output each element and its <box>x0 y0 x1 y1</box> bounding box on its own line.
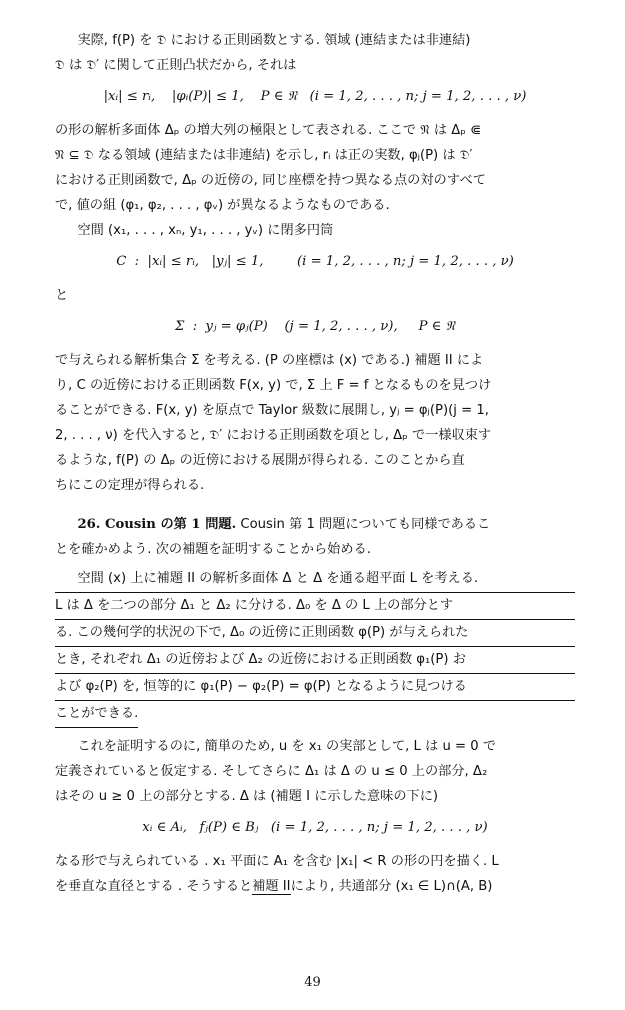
lemma-line: L は Δ を二つの部分 Δ₁ と Δ₂ に分ける. Δ₀ を Δ の L 上の部分とす <box>55 593 575 620</box>
lemma-statement <box>55 566 575 728</box>
text-line: 実際, f(P) を 𝔇 における正則函数とする. 領域 (連結または非連結) <box>77 33 471 48</box>
lemma-line: ことができる. <box>55 701 138 728</box>
text-line: 2, . . . , ν) を代入すると, 𝔇′ における正則函数を項とし, Δₚ で一様収束す <box>55 428 492 443</box>
section-26 <box>55 512 575 562</box>
text-line: で, 値の組 (φ₁, φ₂, . . . , φᵥ) が異なるようなものである. <box>55 198 390 213</box>
paragraph-5 <box>55 734 575 809</box>
text-line: 空間 (x₁, . . . , xₙ, y₁, . . . , yᵥ) に閉多円筒 <box>77 223 334 238</box>
equation-polycylinder: C : |xᵢ| ≤ rᵢ, |yⱼ| ≤ 1, (i = 1, 2, . . . , n; j = 1, 2, . . . , ν) <box>116 254 514 269</box>
text-line: 𝔇 は 𝔇′ に関して正則凸状だから, それは <box>55 58 297 73</box>
text-line: Cousin 第 1 問題についても同様であるこ <box>240 517 491 532</box>
page-body <box>55 28 575 899</box>
text-line: における正則函数で, Δₚ の近傍の, 同じ座標を持つ異なる点の対のすべて <box>55 173 486 188</box>
paragraph-4 <box>55 348 575 498</box>
text-line: 𝔑 ⊆ 𝔇 なる領域 (連結または非連結) を示し, rᵢ は正の実数, φⱼ(P) は 𝔇′ <box>55 148 473 163</box>
lemma-line: る. この幾何学的状況の下で, Δ₀ の近傍に正則函数 φ(P) が与えられた <box>55 620 575 647</box>
text-line: これを証明するのに, 簡単のため, u を x₁ の実部として, L は u = 0 で <box>77 739 497 754</box>
lemma-line: よび φ₂(P) を, 恒等的に φ₁(P) − φ₂(P) = φ(P) となるように見つける <box>55 674 575 701</box>
text-line: なる形で与えられている . x₁ 平面に A₁ を含む |x₁| < R の形の円を描く. L <box>55 854 499 869</box>
text-line: とを確かめよう. 次の補題を証明することから始める. <box>55 542 371 557</box>
text-line: はその u ≥ 0 上の部分とする. Δ は (補題 I に示した意味の下に) <box>55 789 439 804</box>
paragraph-6 <box>55 849 575 899</box>
paragraph-2 <box>55 118 575 243</box>
paragraph-3: と <box>55 288 69 303</box>
text-line: るような, f(P) の Δₚ の近傍における展開が得られる. このことから直 <box>55 453 465 468</box>
lemma-line: とき, それぞれ Δ₁ の近傍および Δ₂ の近傍における正則函数 φ₁(P) お <box>55 647 575 674</box>
lemma-line: 空間 (x) 上に補題 II の解析多面体 Δ と Δ を通る超平面 L を考える. <box>55 566 575 593</box>
text-line: り, C の近傍における正則函数 F(x, y) で, Σ 上 F = f となるものを見つけ <box>55 378 492 393</box>
text-line: ちにこの定理が得られる. <box>55 478 205 493</box>
page-number: 49 <box>304 975 321 990</box>
text-line: により, 共通部分 (x₁ ∈ L)∩(A, B) <box>290 879 493 894</box>
text-line: で与えられる解析集合 Σ を考える. (P の座標は (x) である.) 補題 II によ <box>55 353 484 368</box>
equation-analytic-set: Σ : yⱼ = φⱼ(P) (j = 1, 2, . . . , ν), P ∈ 𝔑 <box>174 319 455 334</box>
text-line: 定義されていると仮定する. そしてさらに Δ₁ は Δ の u ≤ 0 上の部分, Δ₂ <box>55 764 488 779</box>
text-line: の形の解析多面体 Δₚ の増大列の極限として表される. ここで 𝔑 は Δₚ ⋐ <box>55 123 482 138</box>
equation-polyhedron: |xᵢ| ≤ rᵢ, |φᵢ(P)| ≤ 1, P ∈ 𝔑 (i = 1, 2, . . . , n; j = 1, 2, . . . , ν) <box>103 89 527 104</box>
equation-polyhedron-form: xᵢ ∈ Aᵢ, fⱼ(P) ∈ Bⱼ (i = 1, 2, . . . , n; j = 1, 2, . . . , ν) <box>142 820 488 835</box>
section-title: 26. Cousin の第 1 問題. <box>77 517 237 532</box>
text-line: ることができる. F(x, y) を原点で Taylor 級数に展開し, yⱼ = φⱼ(P)(j = 1, <box>55 403 489 418</box>
text-line: を垂直な直径とする . そうすると <box>55 879 253 894</box>
lemma-reference-link: 補題 II <box>252 879 291 894</box>
paragraph-1 <box>55 28 575 78</box>
